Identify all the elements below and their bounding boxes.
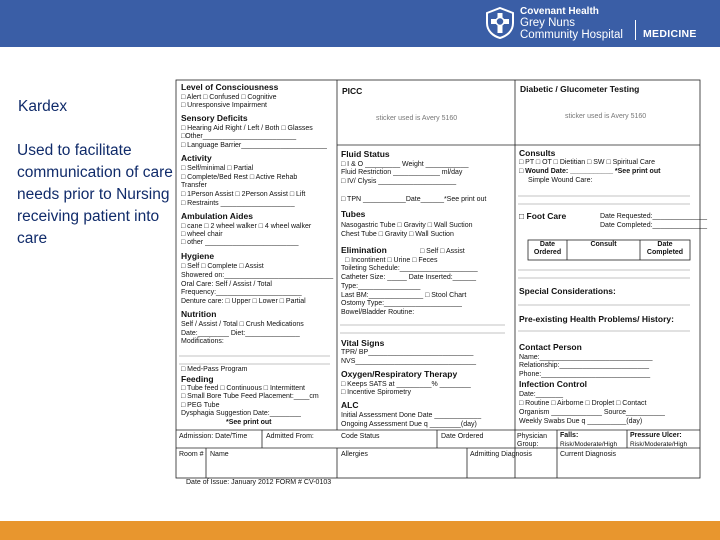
elimination-title: Elimination (341, 245, 387, 255)
feed-row-4: Dysphagia Suggestion Date:________ (181, 410, 301, 417)
nut-row-3: Modifications: (181, 338, 224, 345)
cp-row-1: Name:_____________________________ (519, 354, 653, 361)
alc-row-1: Initial Assessment Done Date ____________ (341, 412, 482, 419)
tubes-title: Tubes (341, 209, 366, 219)
date-of-issue: Date of Issue: January 2012 FORM # CV-0103 (186, 479, 332, 486)
amb-row-1: □ cane □ 2 wheel walker □ 4 wheel walker (181, 223, 312, 230)
inf-row-3: Organism _____________ Source__________ (519, 409, 665, 416)
inf-row-4: Weekly Swabs Due q __________(day) (519, 418, 643, 425)
elim-row-4: Catheter Size: _____ Date Inserted:______ (341, 274, 477, 281)
consult-table-header-date-ordered: Date Ordered (533, 241, 562, 256)
slide-title: Kardex (18, 98, 68, 115)
nutrition-title: Nutrition (181, 309, 217, 319)
act-row-1: □ Self/minimal □ Partial (181, 165, 254, 172)
sensory-deficits-title: Sensory Deficits (181, 113, 248, 123)
amb-row-3: □ other ________________________ (181, 239, 299, 246)
fs-row-3: □ IV/ Clysis ____________________ (341, 178, 457, 185)
admitted-from-label: Admitted From: (266, 433, 314, 440)
oxygen-title: Oxygen/Respiratory Therapy (341, 369, 458, 379)
cp-row-3: Phone:____________________________ (519, 371, 651, 378)
vital-signs-title: Vital Signs (341, 338, 385, 348)
admitting-diagnosis-label: Admitting Diagnosis (470, 451, 532, 458)
picc-sticker-note: sticker used is Avery 5160 (376, 115, 458, 122)
amb-row-2: □ wheel chair (181, 231, 223, 238)
feeding-title: Feeding (181, 374, 214, 384)
loc-title: Level of Consciousness (181, 82, 279, 92)
alc-row-2: Ongoing Assessment Due q ________(day) (341, 421, 477, 428)
elim-row-2: □ Incontinent □ Urine □ Feces (345, 257, 438, 264)
pressure-ulcer-label: Pressure Ulcer: (630, 432, 682, 439)
slide-description: Used to facilitate communication of care needs prior to Nursing receiving patient into care (17, 142, 173, 247)
contact-person-title: Contact Person (519, 342, 582, 352)
department-label: MEDICINE (643, 28, 697, 40)
nut-row-2: Date:________ Diet:______________ (181, 330, 300, 337)
code-status-label: Code Status (341, 433, 380, 440)
consult-table-header-consult: Consult (590, 241, 617, 248)
org-name: Covenant Health (520, 6, 599, 17)
infection-control-title: Infection Control (519, 379, 587, 389)
hospital-name-line1: Grey Nuns (520, 17, 575, 29)
consults-title: Consults (519, 148, 556, 158)
fs-row-2: Fluid Restriction ____________ ml/day (341, 169, 463, 176)
admission-date-time-label: Admission: Date/Time (179, 433, 248, 440)
physician-group-label: Physician Group: (517, 433, 547, 448)
diabetic-title: Diabetic / Glucometer Testing (520, 84, 640, 94)
oxy-row-2: □ Incentive Spirometry (341, 389, 411, 396)
cons-row-1: □ PT □ OT □ Dietitian □ SW □ Spiritual Care (519, 159, 656, 166)
foot-care-title: □ Foot Care (519, 211, 567, 221)
feed-row-5: *See print out (226, 419, 272, 426)
pressure-ulcer-value: Risk/Moderate/High (630, 441, 688, 448)
fs-row-1: □ I & O _________ Weight ___________ (341, 161, 469, 168)
feed-row-1: □ Tube feed □ Continuous □ Intermittent (181, 385, 305, 392)
hyg-row-2: Showered on:____________________________ (181, 272, 334, 279)
alc-title: ALC (341, 400, 359, 410)
pre-existing-title: Pre-existing Health Problems/ History: (519, 314, 674, 324)
current-diagnosis-label: Current Diagnosis (560, 451, 617, 458)
sd-row-3: □ Language Barrier______________________ (181, 142, 327, 149)
hyg-row-4: Frequency:______________________ (181, 289, 302, 296)
loc-row-2: □ Unresponsive Impairment (181, 102, 267, 109)
room-label: Room # (179, 451, 204, 458)
elim-row-1: □ Self □ Assist (420, 248, 465, 255)
elim-row-7: Ostomy Type:____________________ (341, 300, 462, 307)
diabetic-sticker-note: sticker used is Avery 5160 (565, 113, 647, 120)
elim-row-5: Type:________________ (341, 283, 421, 290)
sd-row-2: □Other________________________ (181, 133, 297, 140)
hyg-row-3: Oral Care: Self / Assist / Total (181, 281, 272, 288)
feed-row-3: □ PEG Tube (181, 402, 220, 409)
foot-date-completed: Date Completed:______________ (600, 222, 708, 229)
act-row-2: □ Complete/Bed Rest □ Active Rehab (181, 174, 298, 181)
activity-title: Activity (181, 153, 212, 163)
tubes-row-2: Chest Tube □ Gravity □ Wall Suction (341, 231, 454, 238)
elim-row-8: Bowel/Bladder Routine: (341, 309, 415, 316)
cp-row-2: Relationship:_______________________ (519, 362, 650, 369)
name-label: Name (210, 451, 229, 458)
hygiene-title: Hygiene (181, 251, 215, 261)
cons-row-2: □ Wound Date: ___________ *See print out (519, 168, 661, 175)
inf-row-2: □ Routine □ Airborne □ Droplet □ Contact (519, 400, 647, 407)
vs-row-2: NVS_______________________________ (341, 358, 477, 365)
falls-value: Risk/Moderate/High (560, 441, 618, 448)
foot-date-requested: Date Requested:______________ (600, 213, 708, 220)
feed-row-2: □ Small Bore Tube Feed Placement:____cm (181, 393, 319, 400)
cons-row-3: Simple Wound Care: (528, 177, 593, 184)
falls-label: Falls: (560, 432, 579, 439)
elim-row-3: Toileting Schedule:____________________ (341, 265, 478, 272)
sd-row-1: □ Hearing Aid Right / Left / Both □ Glasses (181, 125, 313, 132)
hyg-row-5: Denture care: □ Upper □ Lower □ Partial (181, 298, 306, 305)
fs-row-4: □ TPN ___________Date______*See print out (341, 196, 487, 203)
elim-row-6: Last BM:______________ □ Stool Chart (341, 292, 467, 299)
hyg-row-1: □ Self □ Complete □ Assist (181, 263, 264, 270)
oxy-row-1: □ Keeps SATS at _________% ________ (341, 381, 471, 388)
vs-row-1: TPR/ BP___________________________ (341, 349, 474, 356)
nut-row-4: □ Med-Pass Program (181, 366, 248, 373)
fluid-status-title: Fluid Status (341, 149, 390, 159)
consult-table-header-date-completed: Date Completed (646, 241, 684, 256)
loc-row-1: □ Alert □ Confused □ Cognitive (181, 94, 277, 101)
act-row-4: □ 1Person Assist □ 2Person Assist □ Lift (181, 191, 306, 198)
act-row-3: Transfer (181, 182, 207, 189)
tubes-row-1: Nasogastric Tube □ Gravity □ Wall Suction (341, 222, 473, 229)
footer-bar (0, 521, 720, 540)
inf-row-1: Date:_______ (519, 391, 563, 398)
allergies-label: Allergies (341, 451, 368, 458)
hospital-name-line2: Community Hospital (520, 29, 623, 41)
act-row-5: □ Restraints ___________________ (181, 200, 295, 207)
nut-row-1: Self / Assist / Total □ Crush Medications (181, 321, 304, 328)
date-ordered-label: Date Ordered (441, 433, 484, 440)
ambulation-title: Ambulation Aides (181, 211, 253, 221)
picc-title: PICC (342, 86, 363, 96)
special-considerations-title: Special Considerations: (519, 286, 616, 296)
